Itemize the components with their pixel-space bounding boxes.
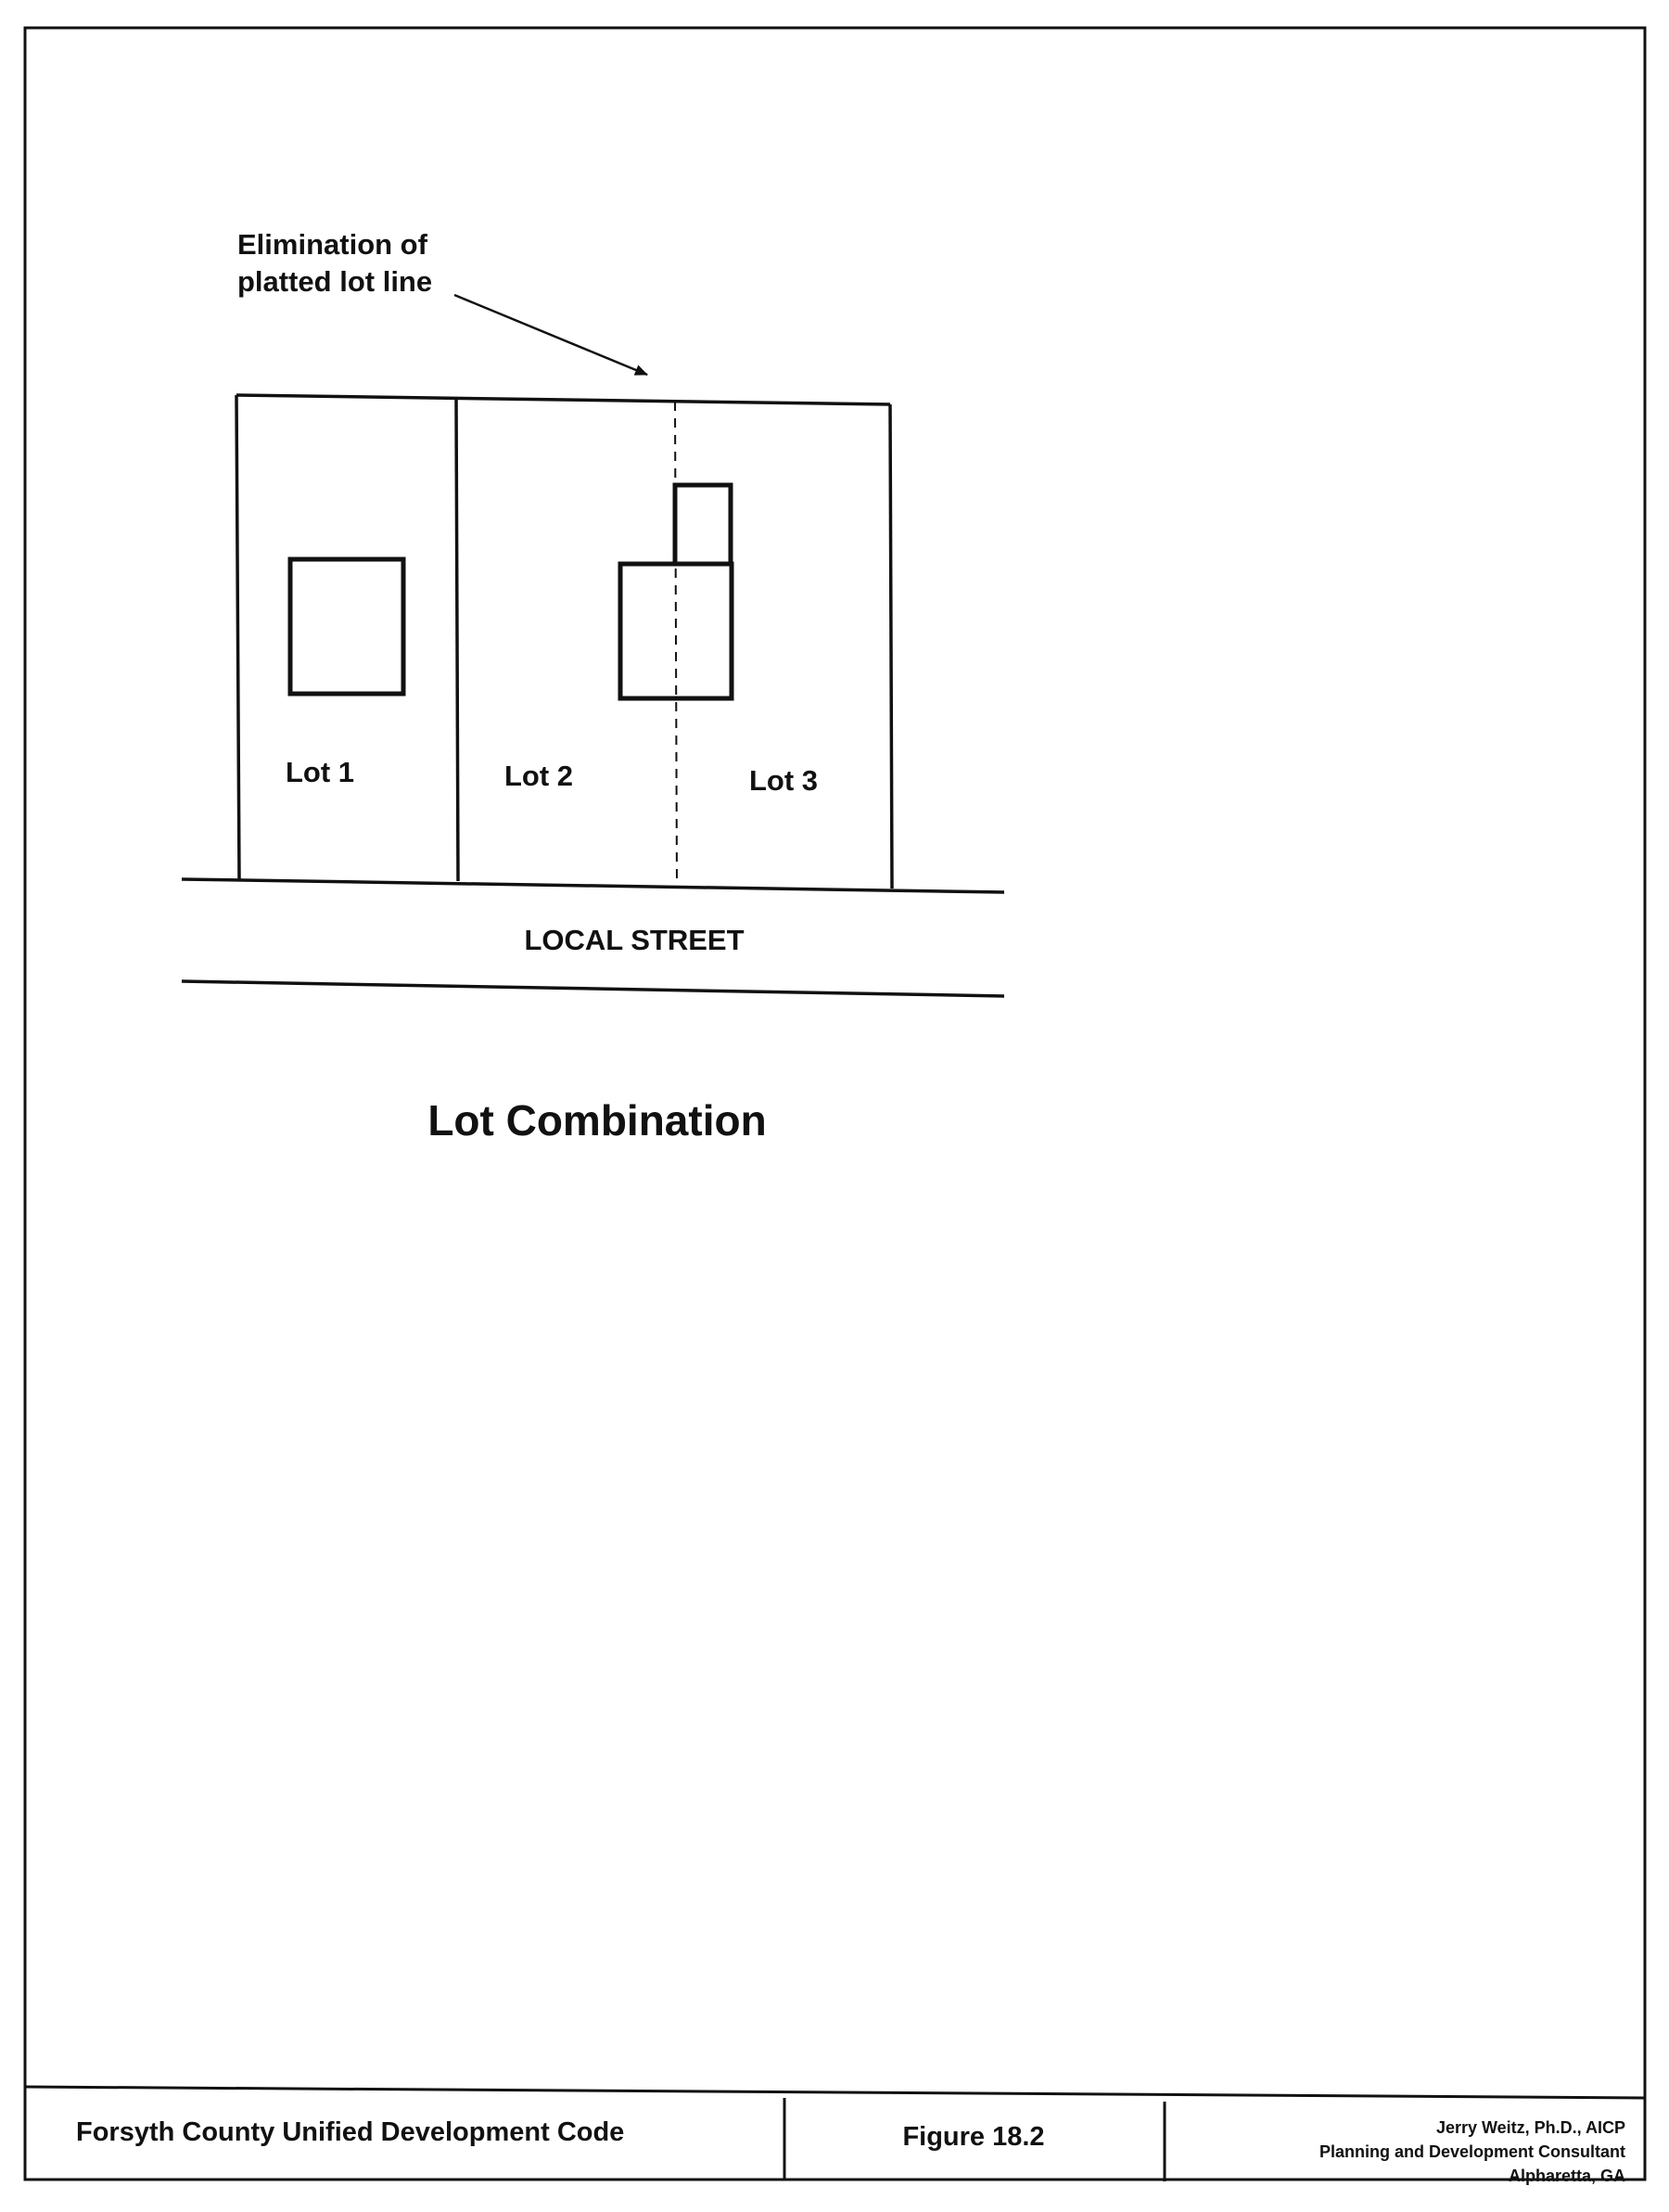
combined-building-annex bbox=[675, 485, 731, 564]
figure-caption: Lot Combination bbox=[427, 1096, 767, 1144]
street-edge-top bbox=[182, 879, 1004, 892]
footer-figure-number: Figure 18.2 bbox=[902, 2122, 1045, 2152]
footer-author-name: Jerry Weitz, Ph.D., AICP bbox=[1435, 2118, 1625, 2137]
page-border bbox=[25, 28, 1645, 2180]
lot-3-right-line bbox=[890, 404, 892, 889]
eliminated-lot-line bbox=[675, 402, 677, 886]
title-block-top-line bbox=[25, 2087, 1645, 2098]
title-block bbox=[25, 2087, 1645, 2185]
lot-2-label: Lot 2 bbox=[504, 760, 574, 792]
footer-author-title: Planning and Development Consultant bbox=[1319, 2142, 1625, 2161]
footer-author-location: Alpharetta, GA bbox=[1508, 2167, 1625, 2185]
rear-lot-line bbox=[236, 395, 890, 404]
lot-1-left-line bbox=[236, 395, 239, 879]
footer-code-title: Forsyth County Unified Development Code bbox=[76, 2117, 625, 2147]
annotation-line-2: platted lot line bbox=[237, 265, 433, 298]
lot-1-label: Lot 1 bbox=[286, 756, 355, 788]
lot-1-building bbox=[290, 559, 403, 694]
street-edge-bottom bbox=[182, 981, 1004, 996]
lot-parcel bbox=[236, 395, 892, 889]
lot-1-2-lot-line bbox=[456, 399, 458, 881]
annotation-arrow bbox=[454, 295, 647, 375]
lot-3-label: Lot 3 bbox=[749, 764, 819, 797]
annotation-line-1: Elimination of bbox=[237, 228, 427, 261]
street-label: LOCAL STREET bbox=[524, 924, 745, 956]
combined-building-main bbox=[620, 564, 732, 698]
